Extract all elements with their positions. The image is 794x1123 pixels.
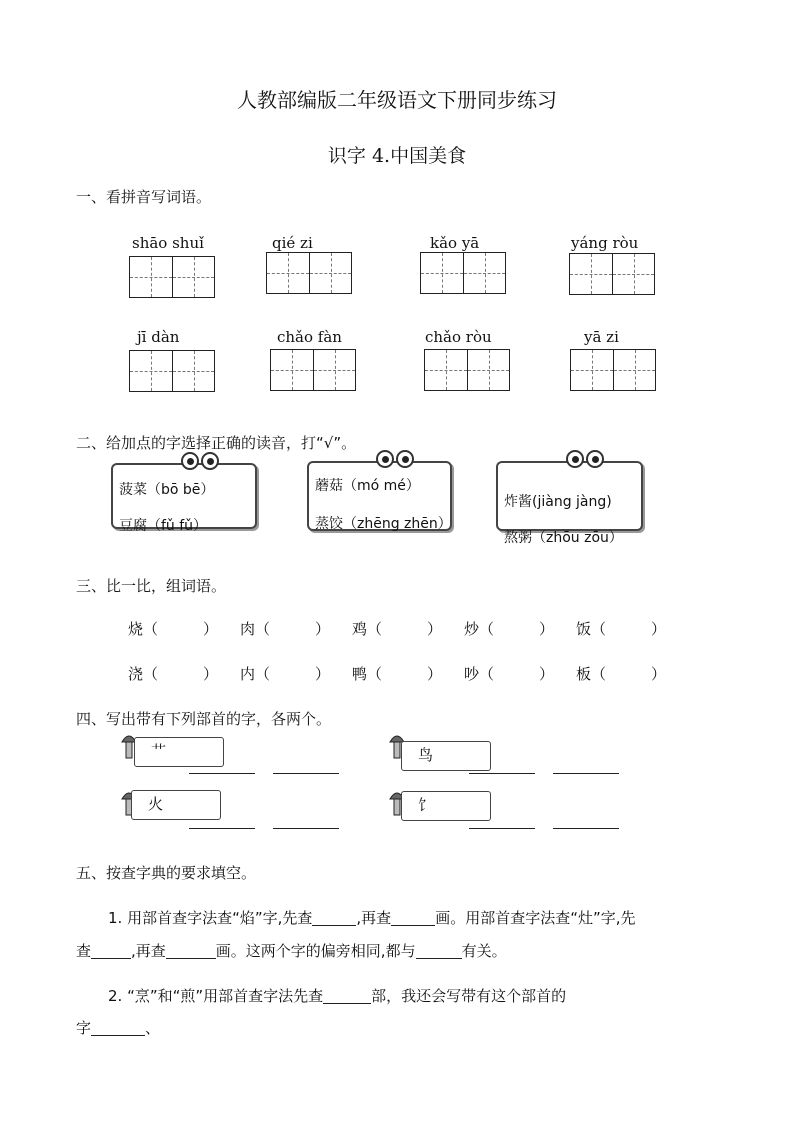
pinyin-8: yā zi bbox=[584, 328, 619, 346]
q1-text-b: ,再查 bbox=[356, 909, 392, 927]
card-3-line-1[interactable]: 炸酱(jiàng jàng) bbox=[504, 494, 612, 510]
section-4-heading: 四、写出带有下列部首的字，各两个。 bbox=[76, 710, 332, 728]
answer-line[interactable] bbox=[189, 828, 255, 829]
answer-line[interactable] bbox=[469, 828, 535, 829]
answer-blank[interactable] bbox=[166, 943, 216, 959]
q2-text-a: 2. “烹”和“煎”用部首查字法先查 bbox=[108, 987, 324, 1005]
answer-line[interactable] bbox=[553, 773, 619, 774]
question-1-line-1 bbox=[108, 907, 636, 928]
eyes-decoration-3 bbox=[566, 450, 604, 468]
compare-word-1-2[interactable]: 肉（ ） bbox=[240, 620, 331, 638]
pinyin-1: shāo shuǐ bbox=[132, 234, 204, 252]
pinyin-2: qié zi bbox=[272, 234, 313, 252]
choice-card-2 bbox=[307, 461, 452, 531]
q1-text-g: 有关。 bbox=[461, 942, 507, 960]
answer-line[interactable] bbox=[469, 773, 535, 774]
section-3-heading: 三、比一比，组词语。 bbox=[76, 577, 227, 595]
card-3-line-2[interactable]: 熬粥（zhōu zōu） bbox=[504, 530, 623, 546]
pinyin-4: yáng ròu bbox=[571, 234, 639, 252]
pinyin-5: jī dàn bbox=[137, 328, 180, 346]
q1-text-f: 画。这两个字的偏旁相同,都与 bbox=[215, 942, 416, 960]
writing-grid-4[interactable] bbox=[569, 253, 655, 295]
page-title: 人教部编版二年级语文下册同步练习 bbox=[237, 88, 557, 112]
compare-word-2-1[interactable]: 浇（ ） bbox=[128, 665, 219, 683]
answer-line[interactable] bbox=[273, 828, 339, 829]
choice-card-1 bbox=[111, 463, 257, 534]
writing-grid-5[interactable] bbox=[129, 350, 215, 392]
q1-text-c: 画。用部首查字法查“灶”字,先 bbox=[435, 909, 636, 927]
q1-text-a: 1. 用部首查字法查“焰”字,先查 bbox=[108, 909, 313, 927]
card-1-line-2[interactable]: 豆腐（fǔ fǔ） bbox=[119, 518, 208, 534]
question-2-line-1 bbox=[108, 985, 566, 1006]
writing-grid-2[interactable] bbox=[266, 252, 352, 294]
section-1-heading: 一、看拼音写词语。 bbox=[76, 188, 212, 206]
section-2-heading: 二、给加点的字选择正确的读音，打“√”。 bbox=[76, 434, 357, 452]
answer-blank[interactable] bbox=[312, 910, 356, 926]
answer-blank[interactable] bbox=[323, 988, 371, 1004]
question-1-line-2 bbox=[76, 940, 507, 961]
compare-word-1-4[interactable]: 炒（ ） bbox=[464, 620, 555, 638]
compare-word-1-5[interactable]: 饭（ ） bbox=[576, 620, 667, 638]
eyes-decoration-2 bbox=[376, 450, 414, 468]
radical-badge-4: 饣 bbox=[401, 791, 491, 821]
writing-grid-1[interactable] bbox=[129, 256, 215, 298]
writing-grid-8[interactable] bbox=[570, 349, 656, 391]
card-2-line-2[interactable]: 蒸饺（zhēng zhēn） bbox=[315, 516, 452, 532]
q1-text-d: 查 bbox=[76, 942, 92, 960]
eyes-decoration-1 bbox=[181, 452, 219, 470]
answer-blank[interactable] bbox=[91, 943, 131, 959]
radical-badge-1: 艹 bbox=[134, 737, 224, 767]
q2-text-c: 字 bbox=[76, 1019, 92, 1037]
compare-word-1-3[interactable]: 鸡（ ） bbox=[352, 620, 443, 638]
answer-blank[interactable] bbox=[416, 943, 462, 959]
answer-line[interactable] bbox=[189, 773, 255, 774]
pinyin-3: kǎo yā bbox=[430, 234, 480, 252]
q2-text-d: 、 bbox=[145, 1019, 161, 1037]
lesson-title: 识字 4.中国美食 bbox=[327, 145, 467, 167]
section-5-heading: 五、按查字典的要求填空。 bbox=[76, 864, 257, 882]
writing-grid-6[interactable] bbox=[270, 349, 356, 391]
writing-grid-7[interactable] bbox=[424, 349, 510, 391]
answer-line[interactable] bbox=[273, 773, 339, 774]
compare-word-2-4[interactable]: 吵（ ） bbox=[464, 665, 555, 683]
compare-word-1-1[interactable]: 烧（ ） bbox=[128, 620, 219, 638]
q2-text-b: 部，我还会写带有这个部首的 bbox=[371, 987, 567, 1005]
card-1-line-1[interactable]: 菠菜（bō bē） bbox=[119, 482, 215, 498]
compare-word-2-5[interactable]: 板（ ） bbox=[576, 665, 667, 683]
pinyin-7: chǎo ròu bbox=[425, 328, 492, 346]
question-2-line-2 bbox=[76, 1017, 160, 1038]
compare-word-2-2[interactable]: 内（ ） bbox=[240, 665, 331, 683]
pinyin-6: chǎo fàn bbox=[277, 328, 342, 346]
answer-line[interactable] bbox=[553, 828, 619, 829]
writing-grid-3[interactable] bbox=[420, 252, 506, 294]
compare-word-2-3[interactable]: 鸭（ ） bbox=[352, 665, 443, 683]
radical-badge-3: 火 bbox=[131, 790, 221, 820]
radical-badge-2: 鸟 bbox=[401, 741, 491, 771]
card-2-line-1[interactable]: 蘑菇（mó mé） bbox=[315, 478, 420, 494]
choice-card-3 bbox=[496, 461, 643, 546]
answer-blank[interactable] bbox=[391, 910, 435, 926]
answer-blank[interactable] bbox=[91, 1020, 145, 1036]
q1-text-e: ,再查 bbox=[131, 942, 166, 960]
